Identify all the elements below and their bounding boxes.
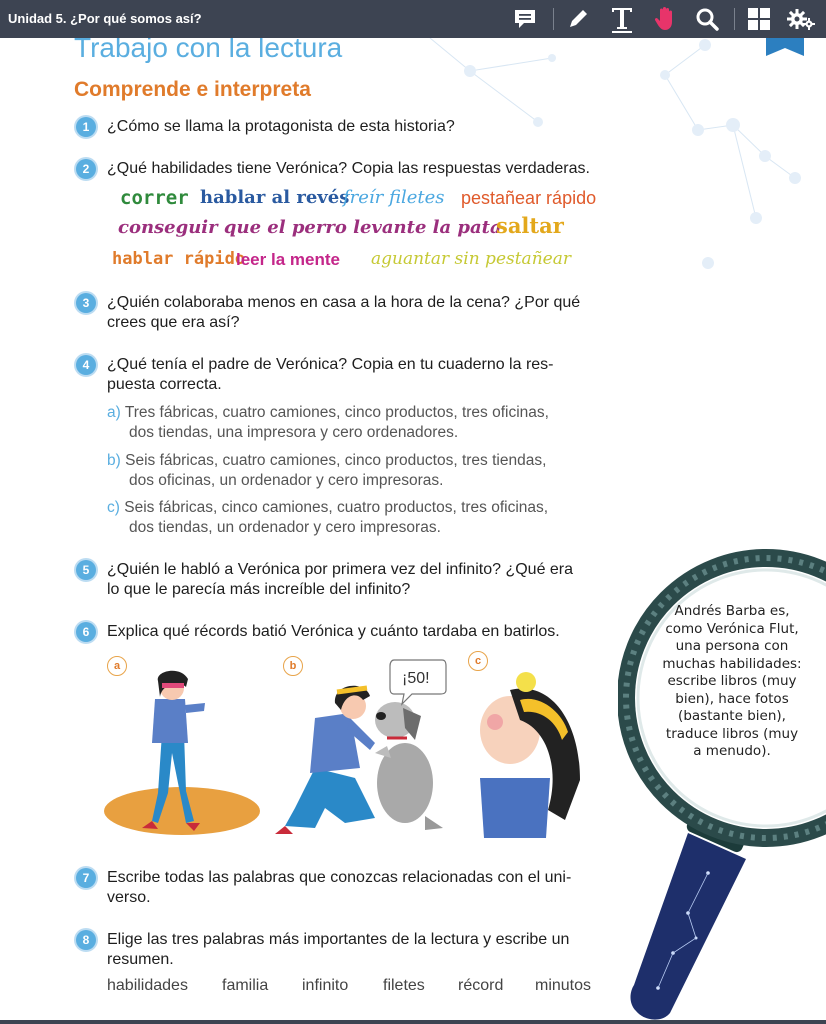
question-number-4: 4 (76, 355, 96, 375)
unit-title: Unidad 5. ¿Por qué somos así? (8, 11, 202, 26)
toolbar-separator (734, 8, 735, 30)
question-5: ¿Quién le habló a Verónica por primera vez del infinito? ¿Qué era lo que le parecía más increíble del infinito? (107, 561, 574, 598)
answer-option-a: a) Tres fábricas, cuatro camiones, cinco productos, tres oficinas, dos tiendas, una impresora y cero ordenadores. (107, 404, 549, 441)
answer-option-c: c) Seis fábricas, cinco camiones, cuatro productos, tres oficinas, dos tiendas, un ordenador y cero impresoras. (107, 499, 549, 536)
pencil-icon[interactable] (563, 4, 593, 34)
question-1: ¿Cómo se llama la protagonista de esta historia? (107, 118, 455, 135)
question-number-1: 1 (76, 117, 96, 137)
top-toolbar (0, 0, 826, 38)
keyword: familia (222, 977, 269, 994)
search-icon[interactable] (692, 4, 722, 34)
toolbar-separator (553, 8, 554, 30)
skill-word: correr (120, 187, 189, 209)
question-8: Elige las tres palabras más importantes de la lectura y escribe un resumen. (107, 931, 570, 968)
question-7: Escribe todas las palabras que conozcas relacionadas con el uni- verso. (107, 869, 572, 906)
settings-icon[interactable] (786, 4, 816, 34)
section-subtitle: Comprende e interpreta (74, 78, 311, 101)
question-3: ¿Quién colaboraba menos en casa a la hora de la cena? ¿Por qué crees que era así? (107, 294, 581, 331)
book-page (0, 38, 826, 1020)
skill-word: conseguir que el perro levante la pata (118, 217, 502, 238)
illustration-girl-face-up (470, 660, 600, 840)
question-number-7: 7 (76, 868, 96, 888)
keyword: habilidades (107, 977, 188, 994)
question-6: Explica qué récords batió Verónica y cuánto tardaba en batirlos. (107, 623, 560, 640)
question-number-5: 5 (76, 560, 96, 580)
question-number-8: 8 (76, 930, 96, 950)
keyword: récord (458, 977, 504, 994)
comment-icon[interactable] (510, 4, 540, 34)
skill-word: pestañear rápido (461, 188, 597, 208)
skill-word: saltar (496, 213, 564, 238)
magnifier-text: Andrés Barba es, como Verónica Flut, una persona con muchas habilidades: escribe libros (muy bien), hace fotos (bastante bien), traduce libros (muy a menudo). (662, 603, 802, 759)
question-number-6: 6 (76, 622, 96, 642)
skill-word: freír filetes (343, 187, 445, 208)
illustration-label-a: a (107, 656, 127, 676)
answer-option-b: b) Seis fábricas, cuatro camiones, cinco productos, tres tiendas, dos oficinas, un ordenador y cero impresoras. (107, 452, 547, 489)
bottom-bar (0, 1020, 826, 1024)
hand-icon[interactable] (651, 4, 681, 34)
page-title: Trabajo con la lectura (74, 38, 343, 63)
keyword: filetes (383, 977, 425, 994)
question-number-3: 3 (76, 293, 96, 313)
skill-word: hablar rápido (112, 249, 246, 269)
speech-bubble-text: ¡50! (402, 670, 430, 687)
keyword: minutos (535, 977, 592, 994)
skill-word: leer la mente (236, 250, 340, 269)
question-2: ¿Qué habilidades tiene Verónica? Copia las respuestas verdaderas. (107, 160, 590, 177)
keyword: infinito (302, 977, 349, 994)
illustration-girl-blindfold (100, 653, 270, 843)
bookmark-icon[interactable] (766, 38, 804, 58)
text-icon[interactable] (607, 4, 637, 34)
skill-word: hablar al revés (200, 187, 350, 208)
skill-word: aguantar sin pestañear (371, 249, 571, 269)
illustration-label-b: b (283, 656, 303, 676)
illustration-label-c: c (468, 651, 488, 671)
question-number-2: 2 (76, 159, 96, 179)
grid-icon[interactable] (744, 4, 774, 34)
question-4: ¿Qué tenía el padre de Verónica? Copia en tu cuaderno la res- puesta correcta. (107, 356, 554, 393)
